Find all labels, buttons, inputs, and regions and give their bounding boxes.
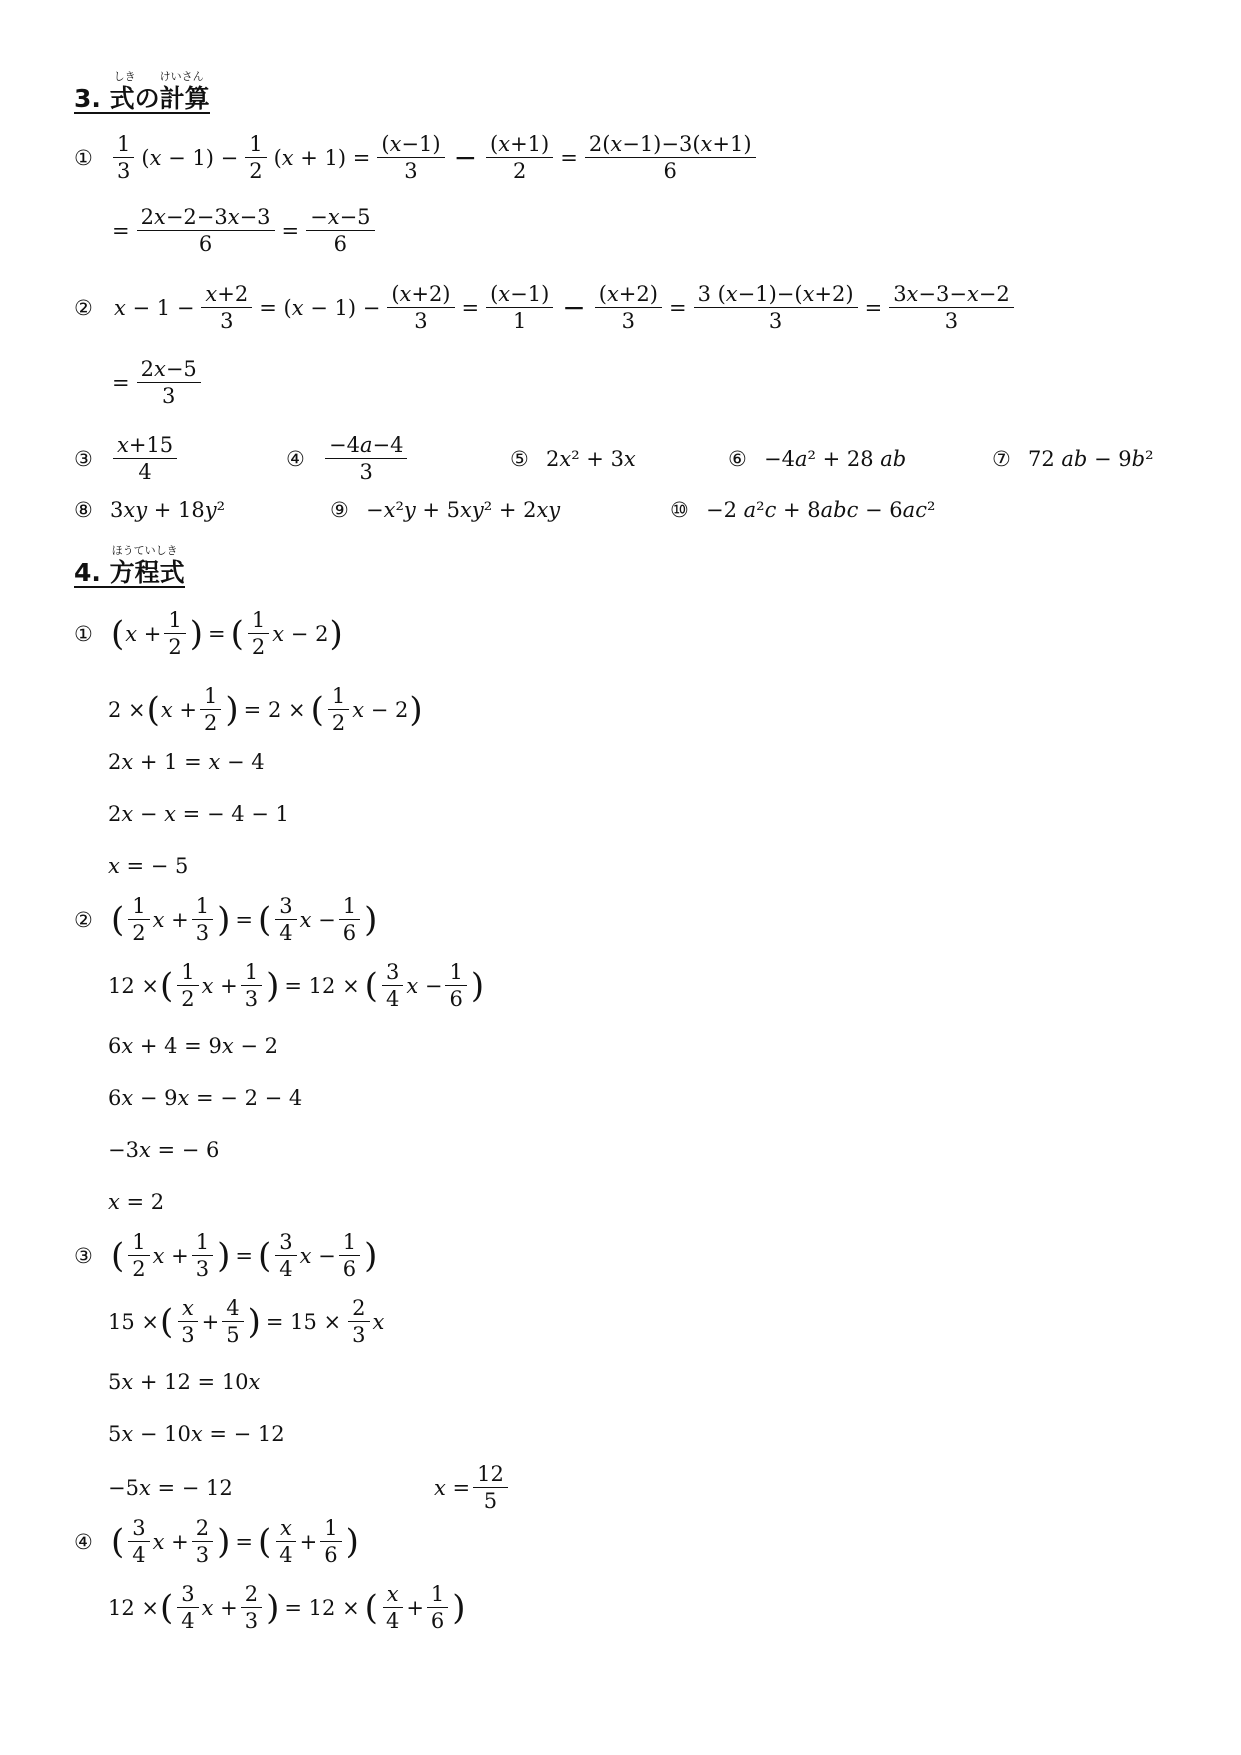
- expr: 𝑥 +: [125, 621, 162, 646]
- numerator: 1: [200, 684, 221, 710]
- numerator: 4: [222, 1296, 243, 1322]
- fraction: [889, 282, 1014, 333]
- s3-q2-line2: [108, 357, 204, 408]
- denominator: 2: [204, 711, 218, 736]
- fraction: [192, 1516, 213, 1567]
- answer: −4𝑎² + 28 𝑎𝑏: [764, 447, 907, 471]
- item-number: ⑥: [728, 447, 747, 471]
- fraction: [339, 894, 360, 945]
- denominator: 6: [663, 159, 677, 184]
- equals: =: [668, 295, 687, 320]
- fraction: [128, 894, 149, 945]
- expr: 𝑥 −: [299, 907, 336, 932]
- fraction: [113, 433, 177, 484]
- equals: =: [281, 218, 300, 243]
- denominator: 1: [513, 309, 527, 334]
- minus: −: [453, 141, 478, 175]
- expr: 𝑥 − 2: [352, 697, 409, 722]
- fraction: [201, 282, 252, 333]
- fraction: [113, 132, 134, 183]
- section-3-number: 3.: [74, 84, 101, 113]
- denominator: 2: [168, 635, 182, 660]
- fraction: [325, 433, 407, 484]
- expr: (𝑥 + 1) =: [273, 145, 371, 170]
- item-number: ①: [74, 621, 93, 646]
- numerator: 3: [177, 1582, 198, 1608]
- fraction: [222, 1296, 243, 1347]
- answer: 72 𝑎𝑏 − 9𝑏²: [1028, 447, 1154, 471]
- numerator: (𝑥+1): [486, 132, 553, 158]
- expr: 𝑥 +: [160, 697, 198, 722]
- s3-q8: [74, 498, 225, 522]
- numerator: 1: [113, 132, 134, 158]
- plus: +: [299, 1529, 318, 1554]
- fraction: [387, 282, 454, 333]
- expr: = (𝑥 − 1) −: [259, 295, 381, 320]
- fraction: [177, 1296, 198, 1347]
- s3-q7: [992, 447, 1154, 471]
- denominator: 4: [385, 1609, 400, 1634]
- paren-open: (: [111, 613, 125, 654]
- numerator: 1: [248, 608, 269, 634]
- numerator: 1: [128, 894, 149, 920]
- expr: 𝑥 +: [152, 1243, 189, 1268]
- denominator: 4: [132, 1543, 146, 1568]
- numerator: (𝑥−1): [486, 282, 553, 308]
- paren-close: ): [189, 613, 204, 654]
- paren-open: (: [310, 689, 324, 730]
- numerator: 𝑥+15: [113, 433, 177, 459]
- numerator: 2: [241, 1582, 262, 1608]
- paren-open: (: [160, 1301, 174, 1342]
- denominator: 6: [333, 232, 348, 257]
- paren-open: (: [160, 965, 174, 1006]
- item-number: ②: [74, 907, 93, 932]
- fraction: [128, 1516, 149, 1567]
- s3-q1-line1: [74, 132, 759, 183]
- equals: =: [235, 1243, 254, 1268]
- fraction: [595, 282, 662, 333]
- paren-open: (: [364, 1587, 378, 1628]
- numerator: 1: [339, 1230, 360, 1256]
- plus: +: [406, 1595, 424, 1620]
- equals: =: [461, 295, 480, 320]
- expr: (𝑥 − 1) −: [141, 145, 239, 170]
- denominator: 6: [449, 987, 463, 1012]
- s4-p2-l6: 𝑥 = 2: [108, 1190, 165, 1214]
- numerator: 1: [427, 1582, 448, 1608]
- s4-p3-l5: −5𝑥 = − 12: [108, 1476, 233, 1500]
- denominator: 3: [181, 1323, 195, 1348]
- fraction: [164, 608, 185, 659]
- fraction: [248, 608, 269, 659]
- ruby-keisan: けいさん: [159, 70, 204, 83]
- denominator: 2: [251, 635, 266, 660]
- numerator: (𝑥+2): [387, 282, 454, 308]
- answer: 3𝑥𝑦 + 18𝑦²: [110, 498, 226, 522]
- numerator: 3: [275, 894, 296, 920]
- expr: 𝑥 =: [434, 1475, 471, 1500]
- numerator: 1: [192, 894, 213, 920]
- ruby-houteishiki: ほうていしき: [111, 544, 178, 557]
- numerator: 𝑥: [383, 1582, 403, 1608]
- expr: 12 ×: [108, 1595, 159, 1620]
- denominator: 3: [414, 309, 428, 334]
- denominator: 3: [768, 309, 783, 334]
- numerator: 3: [128, 1516, 149, 1542]
- numerator: 3𝑥−3−𝑥−2: [889, 282, 1014, 308]
- item-number: ④: [74, 1529, 93, 1554]
- numerator: 1: [177, 960, 198, 986]
- answer: −2 𝑎²𝑐 + 8𝑎𝑏𝑐 − 6𝑎𝑐²: [706, 498, 936, 522]
- numerator: 1: [192, 1230, 213, 1256]
- denominator: 3: [117, 159, 131, 184]
- fraction: [200, 684, 221, 735]
- paren-open: (: [160, 1587, 174, 1628]
- paren-open: (: [111, 1235, 125, 1276]
- fraction: [275, 894, 296, 945]
- denominator: 3: [244, 1609, 259, 1634]
- denominator: 4: [181, 1609, 195, 1634]
- s3-q1-line2: [108, 205, 378, 256]
- denominator: 4: [279, 921, 293, 946]
- expr: 𝑥 +: [201, 973, 238, 998]
- fraction: [694, 282, 858, 333]
- denominator: 3: [195, 921, 210, 946]
- equals: =: [560, 145, 578, 170]
- denominator: 3: [220, 309, 234, 334]
- numerator: 1: [128, 1230, 149, 1256]
- paren-close: ): [217, 1521, 231, 1562]
- s4-p1-l4: 2𝑥 − 𝑥 = − 4 − 1: [108, 802, 289, 826]
- paren-close: ): [364, 899, 378, 940]
- fraction: [473, 1462, 508, 1513]
- item-number: ⑧: [74, 498, 93, 522]
- s4-p1-l5: 𝑥 = − 5: [108, 854, 189, 878]
- s4-p4-l2: [108, 1582, 467, 1633]
- s3-q6: [728, 447, 906, 471]
- item-number: ③: [74, 1243, 93, 1268]
- expr: = 2 ×: [243, 697, 306, 722]
- denominator: 4: [385, 987, 400, 1012]
- numerator: 12: [473, 1462, 508, 1488]
- denominator: 2: [132, 921, 146, 946]
- fraction: [377, 132, 444, 183]
- fraction: [177, 960, 198, 1011]
- numerator: 2: [192, 1516, 213, 1542]
- numerator: 3: [275, 1230, 296, 1256]
- paren-close: ): [470, 965, 485, 1006]
- fraction: [192, 1230, 213, 1281]
- item-number: ⑨: [330, 498, 349, 522]
- expr: 12 ×: [108, 973, 159, 998]
- denominator: 6: [198, 232, 213, 257]
- denominator: 3: [195, 1257, 210, 1282]
- s4-p3-l1: [74, 1230, 378, 1281]
- numerator: 2𝑥−2−3𝑥−3: [137, 205, 275, 231]
- s4-p3-l3: 5𝑥 + 12 = 10𝑥: [108, 1370, 261, 1394]
- paren-close: ): [225, 689, 239, 730]
- denominator: 2: [181, 987, 195, 1012]
- fraction: [241, 960, 262, 1011]
- plus: +: [201, 1309, 220, 1334]
- paren-close: ): [247, 1301, 261, 1342]
- fraction: [382, 1582, 403, 1633]
- denominator: 3: [944, 309, 959, 334]
- expr: 𝑥 +: [152, 907, 189, 932]
- s3-q9: [330, 498, 560, 522]
- denominator: 3: [404, 159, 418, 184]
- numerator: 𝑥+2: [201, 282, 252, 308]
- fraction: [585, 132, 756, 183]
- s4-p2-l5: −3𝑥 = − 6: [108, 1138, 220, 1162]
- section-4-title: [74, 544, 185, 588]
- s4-p2-l2: [108, 960, 485, 1011]
- denominator: 3: [352, 1323, 366, 1348]
- section-4-title-label: 方程式: [109, 558, 185, 587]
- section-4-title-text: [109, 544, 185, 587]
- equals: =: [864, 295, 883, 320]
- s4-p2-l3: 6𝑥 + 4 = 9𝑥 − 2: [108, 1034, 278, 1058]
- denominator: 6: [324, 1543, 338, 1568]
- fraction: [177, 1582, 198, 1633]
- section-3-title-label: 式の計算: [109, 84, 210, 113]
- denominator: 2: [249, 159, 263, 184]
- denominator: 2: [512, 159, 527, 184]
- item-number: ①: [74, 145, 93, 170]
- paren-open: (: [146, 689, 160, 730]
- denominator: 4: [279, 1257, 293, 1282]
- denominator: 6: [342, 921, 357, 946]
- item-number: ⑤: [510, 447, 529, 471]
- item-number: ②: [74, 295, 93, 320]
- numerator: 1: [245, 132, 266, 158]
- section-4-number: 4.: [74, 558, 101, 587]
- denominator: 3: [359, 460, 373, 485]
- denominator: 3: [621, 309, 636, 334]
- s3-q2-line1: [74, 282, 1017, 333]
- paren-open: (: [258, 1521, 272, 1562]
- fraction: [486, 132, 553, 183]
- s4-p2-l1: [74, 894, 378, 945]
- numerator: −𝑥−5: [306, 205, 374, 231]
- fraction: [275, 1230, 296, 1281]
- s4-p3-l2: [108, 1296, 384, 1347]
- fraction: [128, 1230, 149, 1281]
- section-3-title-text: [109, 70, 210, 113]
- minus: −: [562, 291, 586, 325]
- numerator: 1: [339, 894, 360, 920]
- denominator: 2: [331, 711, 346, 736]
- numerator: 1: [164, 608, 185, 634]
- s4-p1-l1: [74, 608, 344, 659]
- fraction: [427, 1582, 448, 1633]
- equals: =: [208, 621, 226, 646]
- answer: −𝑥²𝑦 + 5𝑥𝑦² + 2𝑥𝑦: [366, 498, 561, 522]
- ruby-shiki: しき: [113, 70, 136, 83]
- numerator: 1: [328, 684, 349, 710]
- equals: =: [112, 218, 130, 243]
- paren-open: (: [258, 899, 272, 940]
- numerator: 𝑥: [178, 1296, 198, 1322]
- fraction: [192, 894, 213, 945]
- paren-close: ): [266, 965, 280, 1006]
- fraction: [328, 684, 349, 735]
- paren-open: (: [258, 1235, 272, 1276]
- item-number: ③: [74, 446, 93, 471]
- fraction: [241, 1582, 262, 1633]
- item-number: ④: [286, 446, 305, 471]
- fraction: [306, 205, 374, 256]
- equals: =: [112, 370, 130, 395]
- paren-close: ): [452, 1587, 466, 1628]
- expr: = 15 ×: [265, 1309, 342, 1334]
- denominator: 6: [430, 1609, 445, 1634]
- fraction: [137, 205, 275, 256]
- paren-close: ): [217, 899, 231, 940]
- numerator: (𝑥+2): [595, 282, 662, 308]
- expr: 𝑥 − 2: [272, 621, 329, 646]
- expr: 𝑥 −: [406, 973, 443, 998]
- numerator: 3: [382, 960, 403, 986]
- fraction: [348, 1296, 369, 1347]
- expr: 𝑥 −: [299, 1243, 336, 1268]
- paren-close: ): [345, 1521, 359, 1562]
- expr: 𝑥 +: [201, 1595, 238, 1620]
- s4-p3-l4: 5𝑥 − 10𝑥 = − 12: [108, 1422, 285, 1446]
- paren-close: ): [329, 613, 343, 654]
- answer: 2𝑥² + 3𝑥: [546, 447, 636, 471]
- numerator: 2(𝑥−1)−3(𝑥+1): [585, 132, 756, 158]
- numerator: 2: [348, 1296, 369, 1322]
- denominator: 5: [483, 1489, 498, 1514]
- fraction: [339, 1230, 360, 1281]
- denominator: 5: [226, 1323, 240, 1348]
- expr: 𝑥: [372, 1309, 385, 1334]
- paren-open: (: [111, 1521, 125, 1562]
- denominator: 6: [342, 1257, 357, 1282]
- s3-q4: [286, 433, 410, 484]
- paren-open: (: [111, 899, 125, 940]
- expr: 𝑥 +: [152, 1529, 189, 1554]
- s4-p3-answer: [434, 1462, 511, 1513]
- paren-close: ): [217, 1235, 231, 1276]
- s3-q3: [74, 433, 180, 484]
- expr: = 12 ×: [284, 1595, 360, 1620]
- s4-p1-l3: 2𝑥 + 1 = 𝑥 − 4: [108, 750, 265, 774]
- equals: =: [235, 907, 254, 932]
- paren-close: ): [364, 1235, 378, 1276]
- equals: =: [235, 1529, 254, 1554]
- paren-open: (: [230, 613, 244, 654]
- expr: 15 ×: [108, 1309, 159, 1334]
- expr: 2 ×: [108, 697, 146, 722]
- s4-p1-l2: [108, 684, 424, 735]
- fraction: [245, 132, 266, 183]
- denominator: 2: [132, 1257, 146, 1282]
- numerator: 1: [445, 960, 466, 986]
- denominator: 3: [195, 1543, 210, 1568]
- s3-q5: [510, 447, 636, 471]
- item-number: ⑩: [670, 498, 689, 522]
- fraction: [275, 1516, 296, 1567]
- denominator: 3: [244, 987, 259, 1012]
- expr: 𝑥 − 1 −: [114, 295, 195, 320]
- numerator: (𝑥−1): [377, 132, 444, 158]
- numerator: −4𝑎−4: [325, 433, 407, 459]
- paren-close: ): [266, 1587, 280, 1628]
- item-number: ⑦: [992, 447, 1011, 471]
- s3-q10: [670, 498, 935, 522]
- numerator: 1: [241, 960, 262, 986]
- numerator: 1: [320, 1516, 341, 1542]
- fraction: [445, 960, 466, 1011]
- paren-open: (: [364, 965, 378, 1006]
- s4-p2-l4: 6𝑥 − 9𝑥 = − 2 − 4: [108, 1086, 303, 1110]
- denominator: 3: [162, 384, 176, 409]
- section-3-title: [74, 70, 210, 114]
- fraction: [320, 1516, 341, 1567]
- numerator: 3 (𝑥−1)−(𝑥+2): [694, 282, 858, 308]
- denominator: 4: [138, 460, 152, 485]
- fraction: [137, 357, 201, 408]
- expr: = 12 ×: [284, 973, 360, 998]
- numerator: 𝑥: [276, 1516, 296, 1542]
- fraction: [486, 282, 553, 333]
- s4-p4-l1: [74, 1516, 360, 1567]
- denominator: 4: [279, 1543, 293, 1568]
- paren-close: ): [409, 689, 423, 730]
- numerator: 2𝑥−5: [137, 357, 201, 383]
- fraction: [382, 960, 403, 1011]
